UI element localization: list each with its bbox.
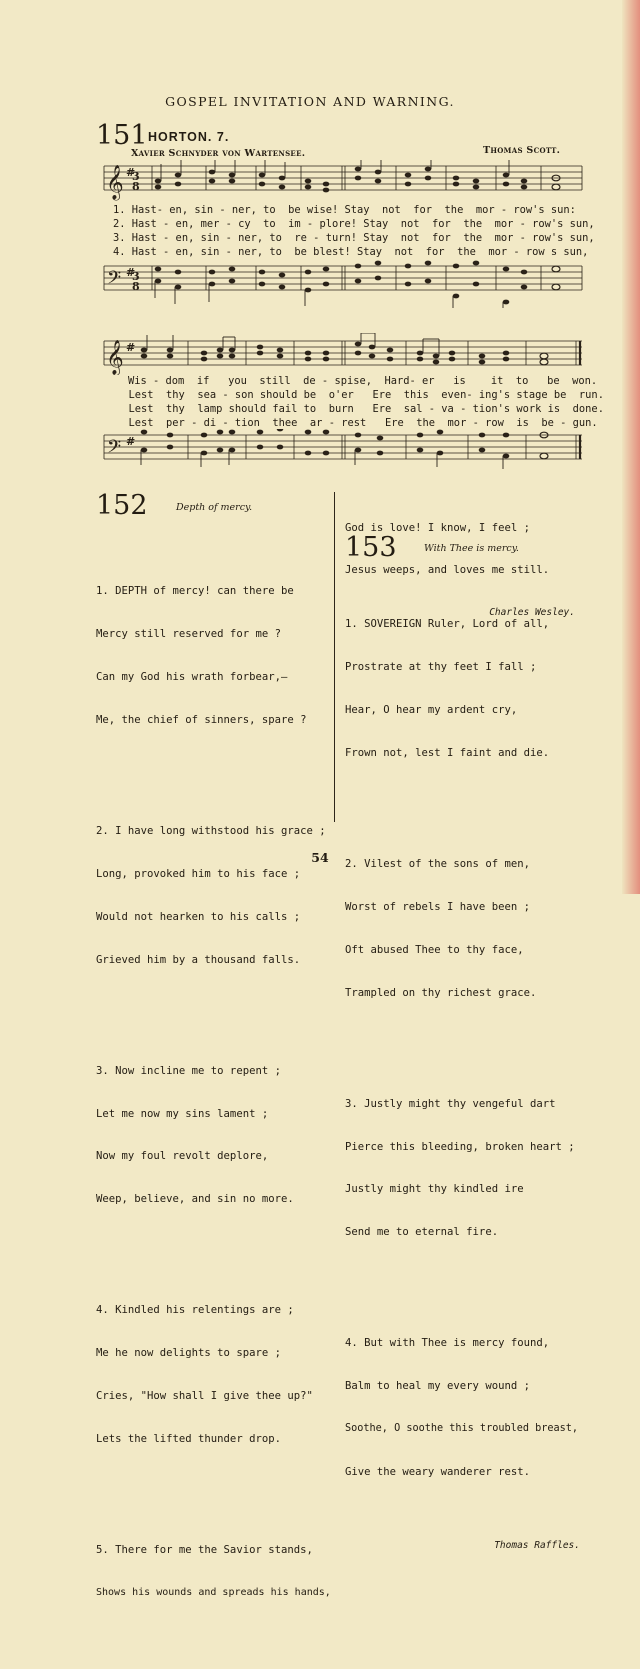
- stanza-line: Lets the lifted thunder drop.: [96, 1433, 281, 1446]
- svg-text:#: #: [126, 266, 136, 279]
- hymn-153-stanza: [345, 589, 580, 789]
- hymn-151-refrain-1: Wis - dom if you still de - spise, Hard- er is it to be won.: [128, 375, 598, 387]
- hymn-152-author: Charles Wesley.: [489, 607, 575, 619]
- stanza-line: Balm to heal my every wound ;: [345, 1380, 530, 1393]
- hymn-152-stanza: [96, 1035, 328, 1235]
- stanza-line: 2. I have long withstood his grace ;: [96, 824, 326, 837]
- svg-text:3: 3: [132, 170, 140, 183]
- stanza-line: Me he now delights to spare ;: [96, 1347, 281, 1360]
- hymn-153-title: With Thee is mercy.: [424, 543, 519, 554]
- stanza-line: 1. DEPTH of mercy! can there be: [96, 585, 294, 598]
- hymn-151-verse-1: 1. Hast- en, sin - ner, to be wise! Stay not for the mor - row's sun:: [113, 204, 576, 216]
- hymn-152-stanza: [96, 1515, 331, 1629]
- hymn-152-stanza: [96, 556, 328, 756]
- treble-staff-2: [96, 333, 590, 375]
- stanza-line: Trampled on thy richest grace.: [345, 986, 537, 999]
- stanza-line: Can my God his wrath forbear,—: [96, 670, 288, 683]
- svg-text:𝄞: 𝄞: [106, 340, 124, 375]
- hymn-152-title: Depth of mercy.: [176, 502, 253, 513]
- svg-text:#: #: [126, 435, 136, 448]
- hymn-151-refrain-2: Lest thy sea - son should be o'er Ere this even- ing's stage be run.: [116, 389, 604, 401]
- svg-text:𝄢: 𝄢: [107, 268, 122, 293]
- stanza-line: Prostrate at thy feet I fall ;: [345, 661, 537, 674]
- svg-text:8: 8: [132, 280, 140, 293]
- hymn-153-stanza: [345, 1068, 580, 1268]
- hymn-151-author: Thomas Scott.: [483, 145, 561, 156]
- stanza-line: Mercy still reserved for me ?: [96, 628, 281, 641]
- hymn-151-composer: Xavier Schnyder von Wartensee.: [131, 148, 306, 159]
- stanza-line: 4. Kindled his relentings are ;: [96, 1304, 294, 1317]
- svg-text:#: #: [126, 341, 136, 354]
- hymn-151-number: 151: [96, 120, 148, 151]
- stanza-line: God is love! I know, I feel ;: [345, 521, 530, 534]
- hymn-152-stanza: [96, 795, 328, 995]
- svg-text:𝄢: 𝄢: [107, 437, 122, 462]
- svg-text:𝄞: 𝄞: [106, 165, 124, 200]
- stanza-line: Justly might thy kindled ire: [345, 1183, 524, 1196]
- stanza-line: Me, the chief of sinners, spare ?: [96, 713, 307, 726]
- stanza-line: Give the weary wanderer rest.: [345, 1466, 530, 1479]
- hymn-153-author: Thomas Raffles.: [494, 1539, 580, 1551]
- hymn-151-verse-3: 3. Hast - en, sin - ner, to re - turn! Stay not for the mor - row's sun,: [113, 232, 595, 244]
- hymn-151-tune: HORTON. 7.: [148, 130, 230, 144]
- stanza-line: Soothe, O soothe this troubled breast,: [345, 1423, 579, 1435]
- stanza-line: 3. Now incline me to repent ;: [96, 1064, 281, 1077]
- stanza-line: Send me to eternal fire.: [345, 1226, 499, 1239]
- hymn-153-number: 153: [345, 532, 397, 563]
- hymn-152-number: 152: [96, 490, 148, 521]
- treble-staff-1: [96, 160, 590, 204]
- stanza-line: Weep, believe, and sin no more.: [96, 1193, 294, 1206]
- hymn-153-text: [345, 560, 580, 1581]
- stanza-line: 1. SOVEREIGN Ruler, Lord of all,: [345, 618, 550, 631]
- stanza-line: Long, provoked him to his face ;: [96, 867, 301, 880]
- column-divider: [334, 492, 335, 822]
- svg-text:8: 8: [132, 180, 140, 193]
- bass-staff-1: [96, 258, 590, 308]
- stanza-line: 2. Vilest of the sons of men,: [345, 857, 530, 870]
- hymn-152-stanza: [96, 1275, 328, 1475]
- stanza-line: Shows his wounds and spreads his hands,: [96, 1587, 331, 1599]
- svg-text:3: 3: [132, 270, 140, 283]
- bass-staff-2: [96, 429, 590, 469]
- hymn-151-refrain-3: Lest thy lamp should fail to burn Ere sal - va - tion's work is done.: [116, 403, 604, 415]
- hymn-153-stanza: [345, 1308, 580, 1508]
- stanza-line: Would not hearken to his calls ;: [96, 910, 301, 923]
- stanza-line: Oft abused Thee to thy face,: [345, 943, 524, 956]
- hymn-151-verse-2: 2. Hast - en, mer - cy to im - plore! Stay not for the mor - row's sun,: [113, 218, 595, 230]
- stanza-line: Worst of rebels I have been ;: [345, 900, 530, 913]
- stanza-line: Jesus weeps, and loves me still.: [345, 564, 550, 577]
- stanza-line: Cries, "How shall I give thee up?": [96, 1390, 313, 1403]
- hymn-152-text: [96, 527, 331, 1669]
- page-edge: [622, 0, 640, 894]
- svg-text:#: #: [126, 166, 136, 179]
- stanza-line: Grieved him by a thousand falls.: [96, 953, 301, 966]
- stanza-line: Hear, O hear my ardent cry,: [345, 703, 518, 716]
- stanza-line: 4. But with Thee is mercy found,: [345, 1337, 550, 1350]
- hymn-151-verse-4: 4. Hast - en, sin - ner, to be blest! Stay not for the mor - row s sun,: [113, 246, 589, 258]
- hymn-151-refrain-4: Lest per - di - tion thee ar - rest Ere the mor - row is be - gun.: [116, 417, 598, 429]
- stanza-line: 3. Justly might thy vengeful dart: [345, 1097, 556, 1110]
- page-number: 54: [311, 850, 329, 865]
- page-header: GOSPEL INVITATION AND WARNING.: [165, 94, 455, 109]
- stanza-line: 5. There for me the Savior stands,: [96, 1544, 313, 1557]
- stanza-line: Now my foul revolt deplore,: [96, 1150, 269, 1163]
- stanza-line: Frown not, lest I faint and die.: [345, 746, 550, 759]
- stanza-line: Pierce this bleeding, broken heart ;: [345, 1140, 575, 1153]
- stanza-line: Let me now my sins lament ;: [96, 1107, 269, 1120]
